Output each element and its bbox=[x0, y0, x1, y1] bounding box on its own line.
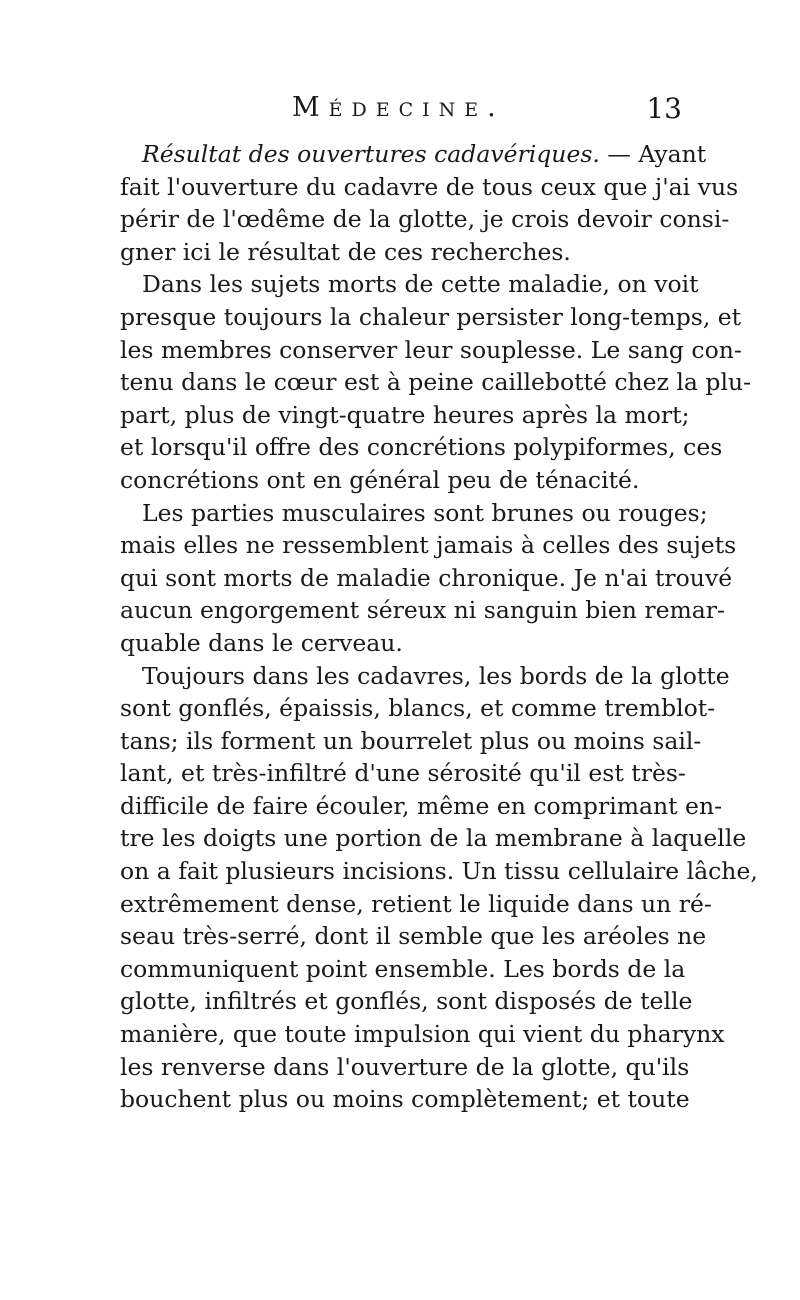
italic-heading: Résultat des ouvertures cadavériques. bbox=[142, 140, 600, 168]
text-line: périr de l'œdême de la glotte, je crois devoir consi- bbox=[120, 205, 730, 234]
text-line bbox=[120, 138, 707, 171]
body-text bbox=[120, 138, 758, 1116]
text-line: aucun engorgement séreux ni sanguin bien remar- bbox=[120, 596, 725, 625]
page-header bbox=[0, 92, 800, 132]
text-line: difficile de faire écouler, même en comprimant en- bbox=[120, 791, 723, 820]
text-line: mais elles ne ressemblent jamais à celles des sujets bbox=[120, 531, 737, 560]
paragraph bbox=[120, 660, 758, 1116]
text-line: gner ici le résultat de ces recherches. bbox=[120, 237, 571, 266]
text-line: et lorsqu'il offre des concrétions polypiformes, ces bbox=[120, 433, 723, 462]
paragraph bbox=[120, 497, 737, 660]
text-line: Les parties musculaires sont brunes ou rouges; bbox=[142, 498, 708, 527]
text-line: lant, et très-infiltré d'une sérosité qu'il est très- bbox=[120, 759, 686, 788]
text-line: communiquent point ensemble. Les bords de la bbox=[120, 954, 686, 983]
text-line: tre les doigts une portion de la membrane à laquelle bbox=[120, 824, 747, 853]
text-line: fait l'ouverture du cadavre de tous ceux que j'ai vus bbox=[120, 172, 739, 201]
text-line: concrétions ont en général peu de ténacité. bbox=[120, 465, 640, 494]
text-line: glotte, infiltrés et gonflés, sont disposés de telle bbox=[120, 987, 693, 1016]
text-line: tans; ils forment un bourrelet plus ou moins sail- bbox=[120, 726, 702, 755]
paragraph bbox=[120, 138, 739, 268]
page-number: 13 bbox=[646, 92, 682, 125]
text-line: les membres conserver leur souplesse. Le sang con- bbox=[120, 335, 742, 364]
text-line: Toujours dans les cadavres, les bords de la glotte bbox=[142, 661, 730, 690]
text-line: seau très-serré, dont il semble que les aréoles ne bbox=[120, 922, 707, 951]
running-title: Médecine. bbox=[292, 92, 505, 123]
text-fragment: — Ayant bbox=[599, 140, 707, 168]
text-line: bouchent plus ou moins complètement; et toute bbox=[120, 1085, 690, 1114]
text-line: sont gonflés, épaissis, blancs, et comme tremblot- bbox=[120, 694, 716, 723]
text-line: tenu dans le cœur est à peine caillebotté chez la plu- bbox=[120, 368, 752, 397]
text-line: extrêmement dense, retient le liquide dans un ré- bbox=[120, 889, 712, 918]
text-line: qui sont morts de maladie chronique. Je n'ai trouvé bbox=[120, 563, 733, 592]
text-line: part, plus de vingt-quatre heures après la mort; bbox=[120, 400, 690, 429]
text-line: Dans les sujets morts de cette maladie, on voit bbox=[142, 270, 699, 299]
paragraph bbox=[120, 268, 752, 496]
text-line: on a fait plusieurs incisions. Un tissu cellulaire lâche, bbox=[120, 857, 758, 886]
text-line: presque toujours la chaleur persister long-temps, et bbox=[120, 302, 742, 331]
text-line: manière, que toute impulsion qui vient du pharynx bbox=[120, 1020, 725, 1049]
text-line: quable dans le cerveau. bbox=[120, 628, 403, 657]
text-line: les renverse dans l'ouverture de la glotte, qu'ils bbox=[120, 1052, 690, 1081]
